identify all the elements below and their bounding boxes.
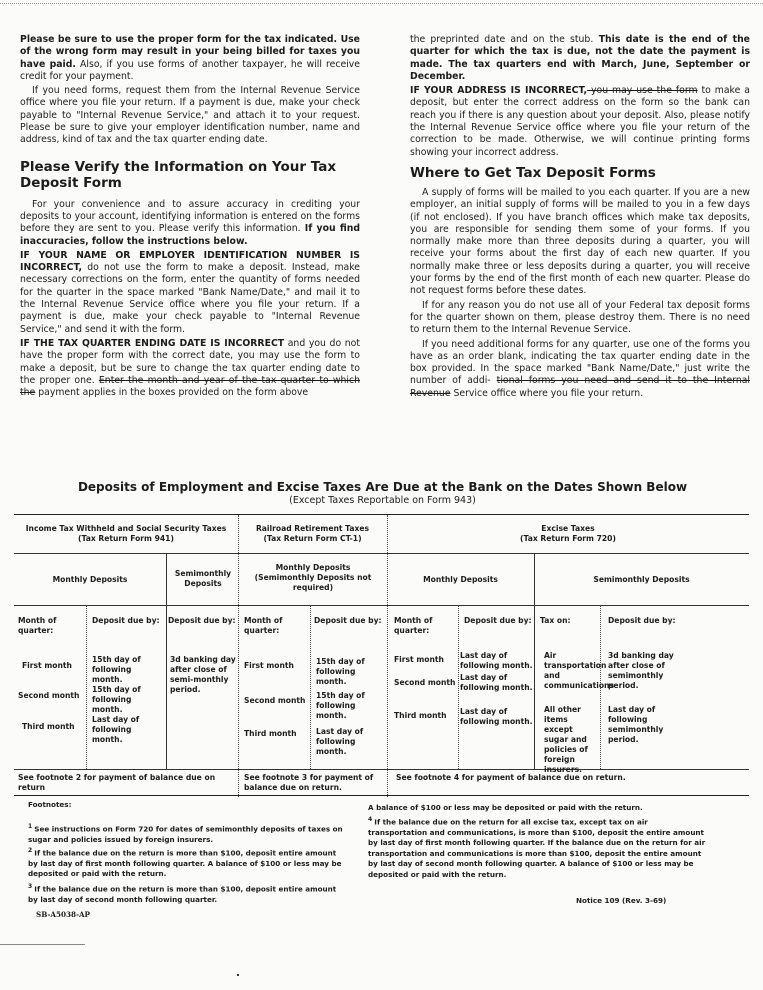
g3-semi-due-other: Last day of following semimonthly period.: [608, 705, 664, 744]
col-divider: [86, 605, 87, 769]
where-to-get-heading: Where to Get Tax Deposit Forms: [410, 164, 656, 181]
col-divider: [166, 553, 167, 769]
footnote-2: $^2$ If the balance due on the return is more than $100, deposit entire amount by last day of first month following quarter. A balance of $100 or less may be deposited or paid with the return.: [28, 847, 342, 879]
row-rule: [14, 605, 749, 606]
g3-tax-other: All other items except sugar and policies of foreign insurers.: [544, 705, 588, 774]
name-incorrect-paragraph: IF YOUR NAME OR EMPLOYER IDENTIFICATION NUMBER IS INCORRECT, do not use the form to make a deposit. Instead, make necessary corrections on the form, enter the quantity of forms needed for the quarter in the space marked "Bank Name/Date," and mail it to the Internal Revenue Service office where you file your return. If a payment is due, make your check payable to "Internal Revenue Service," and send it with the form.: [20, 249, 360, 335]
g3-m1-due: Last day of following month.: [460, 651, 533, 670]
right-column: [410, 34, 750, 402]
col-divider: [310, 605, 311, 769]
verify-paragraph: For your convenience and to assure accuracy in crediting your deposits to your account, identifying information is entered on the forms before they are sent to you. Please verify this information. If you find inaccuracies, follow the instructions below.: [20, 198, 360, 247]
g1-due-col: Deposit due by:: [92, 616, 160, 625]
g2-m1-due: 15th day of following month.: [316, 657, 365, 686]
form-code: SB-A5038-AP: [36, 910, 90, 919]
footnote-4: $^4$ If the balance due on the return for all excise tax, except tax on air transportation and communications, is more than $100, deposit the entire amount by last day of first month following quarter. If the balance due on the return for air transportation and communications is more than $100, deposit the entire amount by last day of second month following quarter. A balance of $100 or less may be deposited or paid with the return.: [368, 816, 706, 879]
g2-month-col: Month of quarter:: [244, 616, 283, 635]
col-divider: [458, 605, 459, 769]
supply-paragraph: A supply of forms will be mailed to you each quarter. If you are a new employer, an initial supply of forms will be mailed to you in a few days (if not enclosed). If you have branch offices which make tax deposits, you are responsible for sending them some of your forms. If you normally make more than three deposits during a quarter, you will receive your forms about the first day of each new quarter. If you normally make three or less deposits during a quarter, you will receive your forms by the end of the first month of each new quarter. Please do not request forms before these dates.: [410, 186, 750, 297]
top-border: [0, 3, 763, 4]
g1-m3-due: Last day of following month.: [92, 715, 140, 744]
proper-form-paragraph: Please be sure to use the proper form for the tax indicated. Use of the wrong form may result in your being billed for taxes you have paid. Also, if you use forms of another taxpayer, he will receive credit for your payment.: [20, 34, 360, 82]
destroy-paragraph: If for any reason you do not use all of your Federal tax deposit forms for the quarter shown on them, please destroy them. There is no need to return them to the Internal Revenue Service.: [410, 299, 750, 336]
g1-semi-due: 3d banking day after close of semi-monthly period.: [170, 655, 236, 694]
additional-forms-paragraph: If you need additional forms for any quarter, use one of the forms you have as an order blank, indicating the tax quarter ending date in the box provided. In the space marked "Bank Name/Date," just write the number of addi- tional forms you need and send it to the Internal Revenue Service office where you file your return.: [410, 338, 750, 399]
g2-monthly-header: Monthly Deposits (Semimonthly Deposits not required): [254, 563, 372, 592]
notice-number: Notice 109 (Rev. 3-69): [576, 896, 667, 905]
balance-note: A balance of $100 or less may be deposited or paid with the return.: [368, 803, 643, 812]
g3-semi-due-col: Deposit due by:: [608, 616, 676, 625]
g1-footnote-ref: See footnote 2 for payment of balance due on return: [18, 773, 216, 792]
g3-due-col: Deposit due by:: [464, 616, 532, 625]
g3-third-month: Third month: [394, 711, 447, 720]
g1-m2-due: 15th day of following month.: [92, 685, 141, 714]
footnote-3: $^3$ If the balance due on the return is more than $100, deposit entire amount by last day of second month following quarter.: [28, 883, 337, 904]
quarter-incorrect-paragraph: IF THE TAX QUARTER ENDING DATE IS INCORRECT and you do not have the proper form with the correct date, you may use the form to make a deposit, but be sure to change the tax quarter ending date to the proper one. Enter the month and year of the tax quarter to which the payment applies in the boxes provided on the form above: [20, 337, 360, 399]
bottom-rule: [0, 944, 85, 945]
g3-month-col: Month of quarter:: [394, 616, 433, 635]
address-incorrect-paragraph: IF YOUR ADDRESS IS INCORRECT, you may use the form to make a deposit, but enter the correct address on the form so the bank can reach you if there is any question about your deposit. Also, please notify the Internal Revenue Service office where you file your return of the correction to be made. Otherwise, we will continue printing forms showing your incorrect address.: [410, 85, 750, 158]
g1-third-month: Third month: [22, 722, 75, 731]
row-rule: [14, 769, 749, 770]
footnote-1: $^1$ See instructions on Form 720 for dates of semimonthly deposits of taxes on sugar and policies issued by foreign insurers.: [28, 823, 343, 844]
group1-header: Income Tax Withheld and Social Security Taxes (Tax Return Form 941): [25, 524, 227, 543]
g2-third-month: Third month: [244, 729, 297, 738]
table-subtitle: (Except Taxes Reportable on Form 943): [289, 495, 476, 506]
left-column: [20, 34, 360, 402]
g3-m3-due: Last day of following month.: [460, 707, 533, 726]
group-divider: [238, 515, 239, 797]
g2-first-month: First month: [244, 661, 294, 670]
footnotes-label: Footnotes:: [28, 800, 72, 809]
request-forms-paragraph: If you need forms, request them from the Internal Revenue Service office where you file your return. If a payment is due, make your check payable to "Internal Revenue Service," and attach it to your request. Please be sure to give your employer identification number, name and address, kind of tax and the tax quarter ending date.: [20, 85, 360, 146]
deposit-schedule-table: [14, 514, 749, 796]
g3-first-month: First month: [394, 655, 444, 664]
g3-footnote-ref: See footnote 4 for payment of balance due on return.: [396, 773, 626, 782]
page-mark: [237, 974, 239, 976]
group3-header: Excise Taxes (Tax Return Form 720): [520, 524, 616, 543]
table-title-block: [20, 480, 745, 507]
g1-monthly-header: Monthly Deposits: [52, 575, 128, 584]
g1-semi-due-col: Deposit due by:: [168, 616, 236, 625]
g1-m1-due: 15th day of following month.: [92, 655, 141, 684]
g3-tax-on-col: Tax on:: [540, 616, 571, 625]
g2-footnote-ref: See footnote 3 for payment of balance due on return.: [244, 773, 374, 792]
g2-second-month: Second month: [244, 696, 306, 705]
g3-monthly-header: Monthly Deposits: [423, 575, 498, 584]
group2-header: Railroad Retirement Taxes (Tax Return Form CT-1): [255, 524, 370, 543]
preprinted-date-paragraph: the preprinted date and on the stub. This date is the end of the quarter for which the tax is due, not the date the payment is made. The tax quarters end with March, June, September or December.: [410, 34, 750, 82]
g2-due-col: Deposit due by:: [314, 616, 382, 625]
g2-m3-due: Last day of following month.: [316, 727, 364, 756]
g3-second-month: Second month: [394, 678, 456, 687]
g1-second-month: Second month: [18, 691, 80, 700]
g3-semi-due-air: 3d banking day after close of semimonthly period.: [608, 651, 674, 690]
col-divider: [534, 553, 535, 769]
g3-m2-due: Last day of following month.: [460, 673, 533, 692]
g3-tax-air: Air transportation and communications: [544, 651, 614, 690]
g2-m2-due: 15th day of following month.: [316, 691, 365, 720]
g1-month-col: Month of quarter:: [18, 616, 57, 635]
group-divider: [387, 515, 388, 797]
g3-semi-header: Semimonthly Deposits: [593, 575, 690, 584]
row-rule: [14, 553, 749, 554]
g1-first-month: First month: [22, 661, 72, 670]
verify-heading: Please Verify the Information on Your Tax Deposit Form: [20, 158, 337, 191]
g1-semi-header: Semimonthly Deposits: [174, 569, 232, 588]
table-title: Deposits of Employment and Excise Taxes Are Due at the Bank on the Dates Shown Below: [77, 480, 688, 494]
body-columns: [20, 34, 750, 402]
